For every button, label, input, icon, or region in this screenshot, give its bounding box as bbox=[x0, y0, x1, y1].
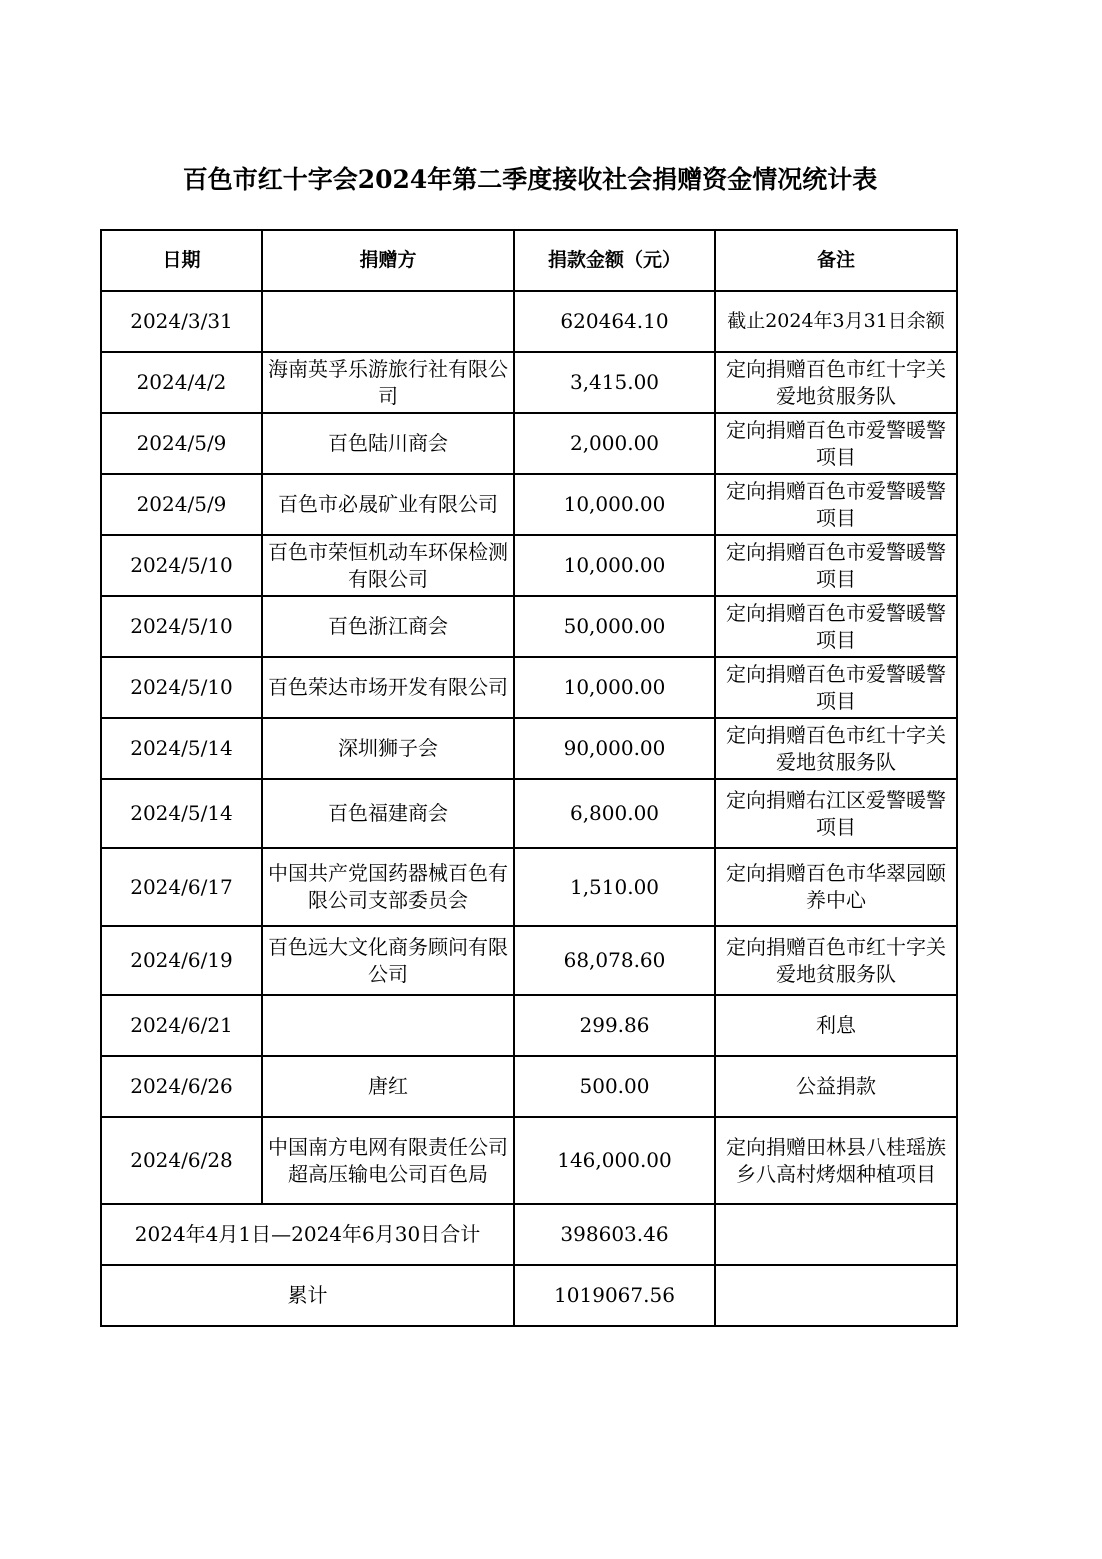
cell-date: 2024/5/10 bbox=[101, 535, 262, 596]
cumulative-row bbox=[101, 1265, 957, 1326]
cell-date: 2024/4/2 bbox=[101, 352, 262, 413]
cell-date: 2024/5/9 bbox=[101, 474, 262, 535]
cell-donor: 海南英孚乐游旅行社有限公司 bbox=[262, 352, 514, 413]
cell-date: 2024/6/21 bbox=[101, 995, 262, 1056]
subtotal-note bbox=[715, 1204, 957, 1265]
cell-amount: 146,000.00 bbox=[514, 1117, 715, 1204]
donation-table bbox=[100, 229, 958, 1327]
table-row bbox=[101, 596, 957, 657]
cell-note: 定向捐赠百色市红十字关爱地贫服务队 bbox=[715, 926, 957, 995]
table-row bbox=[101, 474, 957, 535]
cell-donor: 百色浙江商会 bbox=[262, 596, 514, 657]
cell-date: 2024/5/10 bbox=[101, 596, 262, 657]
cell-amount: 3,415.00 bbox=[514, 352, 715, 413]
table-row bbox=[101, 1056, 957, 1117]
cell-donor: 百色市必晟矿业有限公司 bbox=[262, 474, 514, 535]
header-note: 备注 bbox=[715, 230, 957, 291]
cumulative-amount: 1019067.56 bbox=[514, 1265, 715, 1326]
page-title: 百色市红十字会2024年第二季度接收社会捐赠资金情况统计表 bbox=[182, 165, 878, 194]
cell-donor: 百色远大文化商务顾问有限公司 bbox=[262, 926, 514, 995]
cell-note: 定向捐赠田林县八桂瑶族乡八高村烤烟种植项目 bbox=[715, 1117, 957, 1204]
table-row bbox=[101, 657, 957, 718]
cell-note: 定向捐赠百色市爱警暖警项目 bbox=[715, 535, 957, 596]
table-row bbox=[101, 1117, 957, 1204]
cell-amount: 1,510.00 bbox=[514, 848, 715, 926]
header-donor: 捐赠方 bbox=[262, 230, 514, 291]
cell-date: 2024/3/31 bbox=[101, 291, 262, 352]
header-amount: 捐款金额（元） bbox=[514, 230, 715, 291]
table-row bbox=[101, 291, 957, 352]
cell-note: 定向捐赠右江区爱警暖警项目 bbox=[715, 779, 957, 848]
cell-amount: 10,000.00 bbox=[514, 474, 715, 535]
cell-note: 截止2024年3月31日余额 bbox=[715, 291, 957, 352]
cell-amount: 299.86 bbox=[514, 995, 715, 1056]
cell-amount: 2,000.00 bbox=[514, 413, 715, 474]
cell-note: 定向捐赠百色市爱警暖警项目 bbox=[715, 657, 957, 718]
cell-date: 2024/5/10 bbox=[101, 657, 262, 718]
cell-date: 2024/6/17 bbox=[101, 848, 262, 926]
cell-date: 2024/6/26 bbox=[101, 1056, 262, 1117]
table-row bbox=[101, 413, 957, 474]
cell-amount: 68,078.60 bbox=[514, 926, 715, 995]
cell-date: 2024/6/28 bbox=[101, 1117, 262, 1204]
cell-amount: 6,800.00 bbox=[514, 779, 715, 848]
cell-amount: 50,000.00 bbox=[514, 596, 715, 657]
cell-donor: 中国南方电网有限责任公司超高压输电公司百色局 bbox=[262, 1117, 514, 1204]
header-date: 日期 bbox=[101, 230, 262, 291]
cell-date: 2024/6/19 bbox=[101, 926, 262, 995]
cell-note: 定向捐赠百色市华翠园颐养中心 bbox=[715, 848, 957, 926]
cell-donor: 百色市荣恒机动车环保检测有限公司 bbox=[262, 535, 514, 596]
cumulative-label: 累计 bbox=[101, 1265, 514, 1326]
table-header-row bbox=[101, 230, 957, 291]
cell-donor bbox=[262, 995, 514, 1056]
cell-donor: 百色陆川商会 bbox=[262, 413, 514, 474]
cell-date: 2024/5/9 bbox=[101, 413, 262, 474]
cell-date: 2024/5/14 bbox=[101, 779, 262, 848]
cell-donor bbox=[262, 291, 514, 352]
cell-date: 2024/5/14 bbox=[101, 718, 262, 779]
cell-note: 定向捐赠百色市红十字关爱地贫服务队 bbox=[715, 718, 957, 779]
subtotal-label: 2024年4月1日—2024年6月30日合计 bbox=[101, 1204, 514, 1265]
cell-note: 定向捐赠百色市红十字关爱地贫服务队 bbox=[715, 352, 957, 413]
cell-note: 利息 bbox=[715, 995, 957, 1056]
subtotal-row bbox=[101, 1204, 957, 1265]
table-row bbox=[101, 718, 957, 779]
table-row bbox=[101, 535, 957, 596]
cell-amount: 10,000.00 bbox=[514, 535, 715, 596]
cumulative-note bbox=[715, 1265, 957, 1326]
cell-amount: 620464.10 bbox=[514, 291, 715, 352]
table-row bbox=[101, 779, 957, 848]
cell-note: 公益捐款 bbox=[715, 1056, 957, 1117]
table-row bbox=[101, 848, 957, 926]
cell-amount: 90,000.00 bbox=[514, 718, 715, 779]
cell-donor: 中国共产党国药器械百色有限公司支部委员会 bbox=[262, 848, 514, 926]
subtotal-amount: 398603.46 bbox=[514, 1204, 715, 1265]
cell-amount: 500.00 bbox=[514, 1056, 715, 1117]
cell-donor: 百色福建商会 bbox=[262, 779, 514, 848]
cell-donor: 深圳狮子会 bbox=[262, 718, 514, 779]
table-row bbox=[101, 352, 957, 413]
cell-note: 定向捐赠百色市爱警暖警项目 bbox=[715, 596, 957, 657]
cell-note: 定向捐赠百色市爱警暖警项目 bbox=[715, 413, 957, 474]
cell-note: 定向捐赠百色市爱警暖警项目 bbox=[715, 474, 957, 535]
table-row bbox=[101, 926, 957, 995]
cell-donor: 唐红 bbox=[262, 1056, 514, 1117]
table-row bbox=[101, 995, 957, 1056]
cell-donor: 百色荣达市场开发有限公司 bbox=[262, 657, 514, 718]
cell-amount: 10,000.00 bbox=[514, 657, 715, 718]
